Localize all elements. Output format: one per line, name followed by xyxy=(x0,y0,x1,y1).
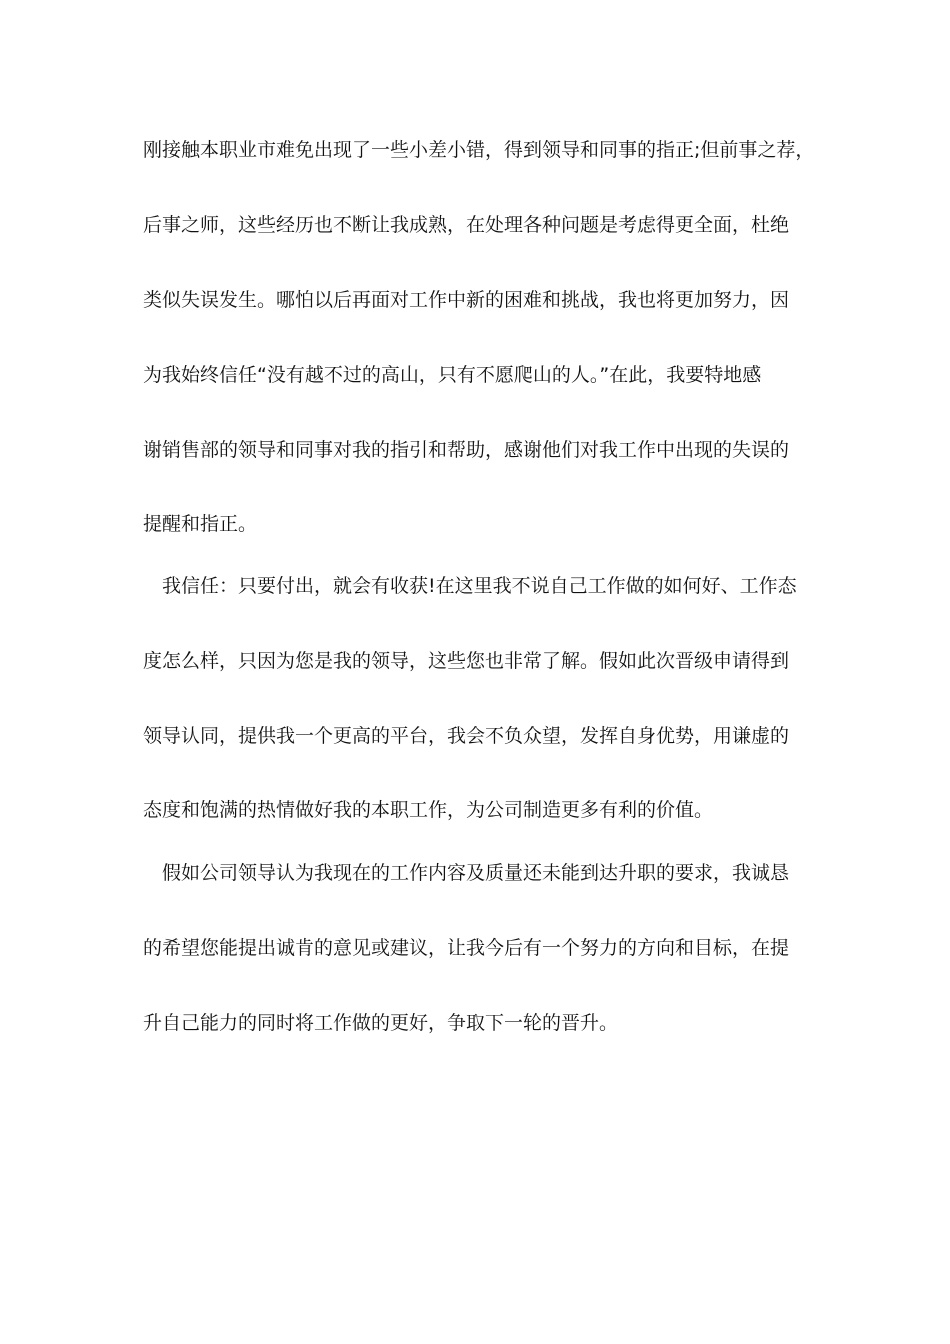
text-line: 后事之师，这些经历也不断让我成熟，在处理各种问题是考虑得更全面，杜绝 xyxy=(143,214,790,236)
text-line: 刚接触本职业市难免出现了一些小差小错，得到领导和同事的指正;但前事之荐， xyxy=(143,139,815,161)
paragraph-start-line: 假如公司领导认为我现在的工作内容及质量还未能到达升职的要求，我诚恳 xyxy=(162,862,790,884)
text-line: 为我始终信任“没有越不过的高山，只有不愿爬山的人。”在此，我要特地感 xyxy=(143,364,762,386)
text-line: 态度和饱满的热情做好我的本职工作，为公司制造更多有利的价值。 xyxy=(143,799,714,821)
text-line: 提醒和指正。 xyxy=(143,513,258,535)
text-line: 度怎么样，只因为您是我的领导，这些您也非常了解。假如此次晋级申请得到 xyxy=(143,650,790,672)
text-line: 类似失误发生。哪怕以后再面对工作中新的困难和挑战，我也将更加努力，因 xyxy=(143,289,790,311)
text-line: 升自己能力的同时将工作做的更好，争取下一轮的晋升。 xyxy=(143,1012,619,1034)
text-line: 谢销售部的领导和同事对我的指引和帮助，感谢他们对我工作中出现的失误的 xyxy=(143,439,790,461)
text-line: 领导认同，提供我一个更高的平台，我会不负众望，发挥自身优势，用谦虚的 xyxy=(143,725,790,747)
text-line: 的希望您能提出诚肯的意见或建议，让我今后有一个努力的方向和目标，在提 xyxy=(143,937,790,959)
paragraph-start-line: 我信任：只要付出，就会有收获!在这里我不说自己工作做的如何好、工作态 xyxy=(162,575,797,597)
